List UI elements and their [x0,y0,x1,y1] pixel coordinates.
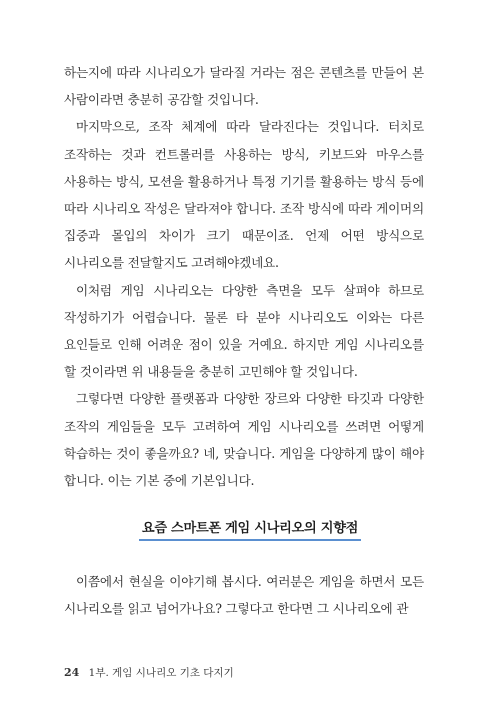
page-number: 24 [64,666,80,679]
paragraph-learning: 그렇다면 다양한 플랫폼과 다양한 장르와 다양한 타깃과 다양한 조작의 게임들을 모두 고려하여 게임 시나리오를 쓰려면 어떻게 학습하는 것이 좋을까요? 네, 맞습니다. 게임을 다양하게 많이 해야 합니다. 이는 기본 중에 기본입니다. [64,391,424,489]
section-heading [0,517,500,541]
body-text-bottom [64,568,424,622]
paragraph-control-scheme: 마지막으로, 조작 체계에 따라 달라진다는 것입니다. 터치로 조작하는 것과 컨트롤러를 사용하는 방식, 키보드와 마우스를 사용하는 방식, 모션을 활용하거나 특정 기기를 활용하는 방식 등에 따라 시나리오 작성은 달라져야 합니다. 조작 방식에 따라 게이머의 집중과 몰입의 차이가 크기 때문이죠. 언제 어떤 방식으로 시나리오를 전달할지도 고려해야겠네요. [64,119,424,271]
paragraph-reality: 이쯤에서 현실을 이야기해 봅시다. 여러분은 게임을 하면서 모든 시나리오를 읽고 넘어가나요? 그렇다고 한다면 그 시나리오에 관 [64,574,424,617]
page-footer [64,665,234,680]
running-title: 1부. 게임 시나리오 기초 다지기 [88,667,234,679]
body-text-top [64,59,424,494]
section-heading-text: 요즘 스마트폰 게임 시나리오의 지향점 [139,520,361,541]
paragraph-difficulty: 이처럼 게임 시나리오는 다양한 측면을 모두 살펴야 하므로 작성하기가 어렵습니다. 물론 타 분야 시나리오도 이와는 다른 요인들로 인해 어려운 점이 있을 거예요. 하지만 게임 시나리오를 할 것이라면 위 내용들을 충분히 고민해야 할 것입니다. [64,282,424,380]
paragraph-continuation: 하는지에 따라 시나리오가 달라질 거라는 점은 콘텐츠를 만들어 본 사람이라면 충분히 공감할 것입니다. [64,65,424,108]
